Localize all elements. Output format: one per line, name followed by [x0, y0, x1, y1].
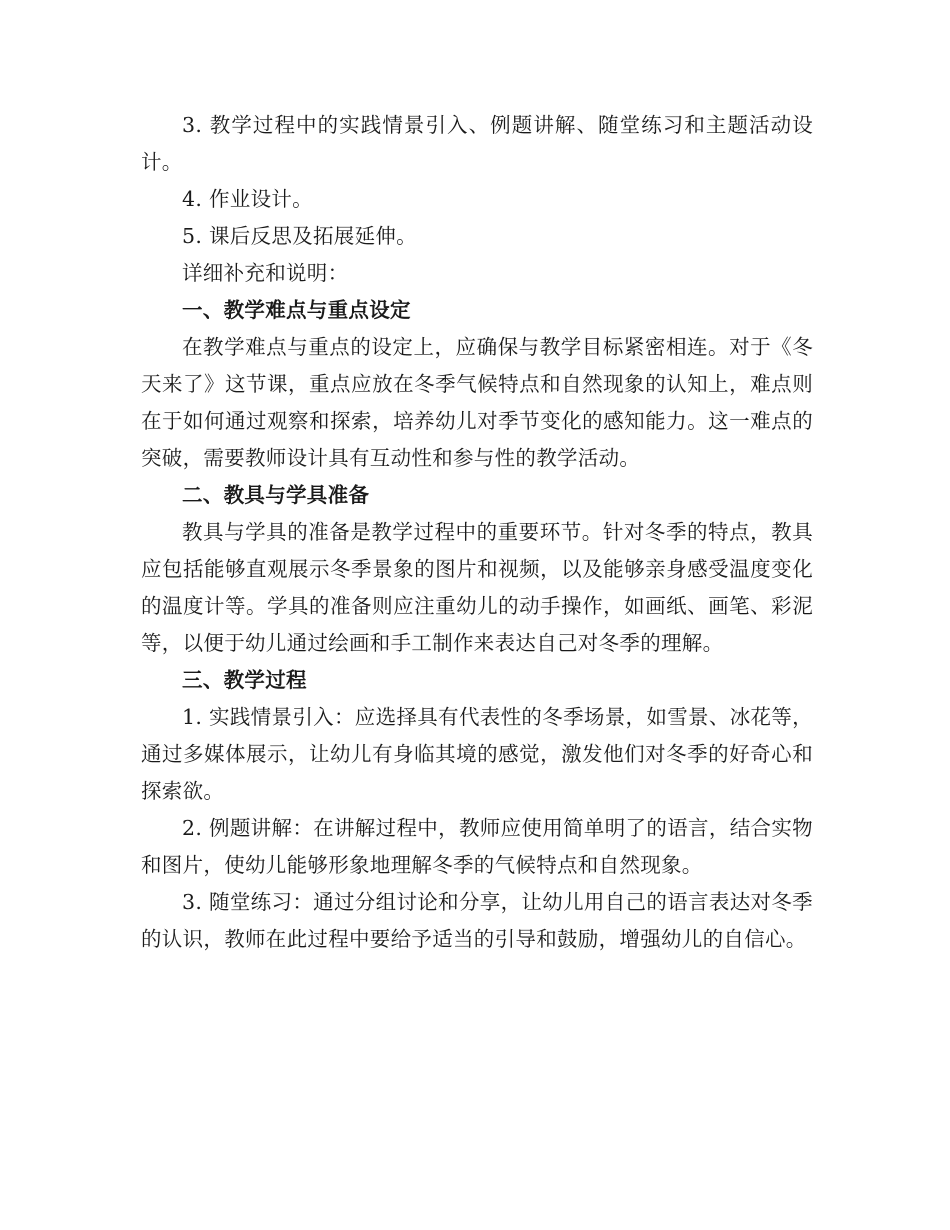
supplement-intro: 详细补充和说明：: [182, 261, 349, 285]
section-heading-3: 三、教学过程: [182, 668, 307, 692]
process-step-3: 3. 随堂练习：通过分组讨论和分享，让幼儿用自己的语言表达对冬季的认识，教师在此过程中要给予适当的引导和鼓励，增强幼儿的自信心。: [141, 890, 813, 951]
section-heading-2: 二、教具与学具准备: [182, 483, 370, 507]
list-item-3: 3. 教学过程中的实践情景引入、例题讲解、随堂练习和主题活动设计。: [141, 113, 813, 174]
list-item-4: 4. 作业设计。: [182, 187, 313, 211]
section-paragraph-2: 教具与学具的准备是教学过程中的重要环节。针对冬季的特点，教具应包括能够直观展示冬季景象的图片和视频，以及能够亲身感受温度变化的温度计等。学具的准备则应注重幼儿的动手操作，如画纸、画笔、彩泥等，以便于幼儿通过绘画和手工制作来表达自己对冬季的理解。: [141, 520, 813, 655]
document-body: [141, 107, 813, 958]
list-item-5: 5. 课后反思及拓展延伸。: [182, 224, 417, 248]
section-heading-1: 一、教学难点与重点设定: [182, 298, 411, 322]
process-step-2: 2. 例题讲解：在讲解过程中，教师应使用简单明了的语言，结合实物和图片，使幼儿能够形象地理解冬季的气候特点和自然现象。: [141, 816, 813, 877]
section-paragraph-1: 在教学难点与重点的设定上，应确保与教学目标紧密相连。对于《冬天来了》这节课，重点应放在冬季气候特点和自然现象的认知上，难点则在于如何通过观察和探索，培养幼儿对季节变化的感知能力。这一难点的突破，需要教师设计具有互动性和参与性的教学活动。: [141, 335, 813, 470]
process-step-1: 1. 实践情景引入：应选择具有代表性的冬季场景，如雪景、冰花等，通过多媒体展示，让幼儿有身临其境的感觉，激发他们对冬季的好奇心和探索欲。: [141, 705, 813, 803]
